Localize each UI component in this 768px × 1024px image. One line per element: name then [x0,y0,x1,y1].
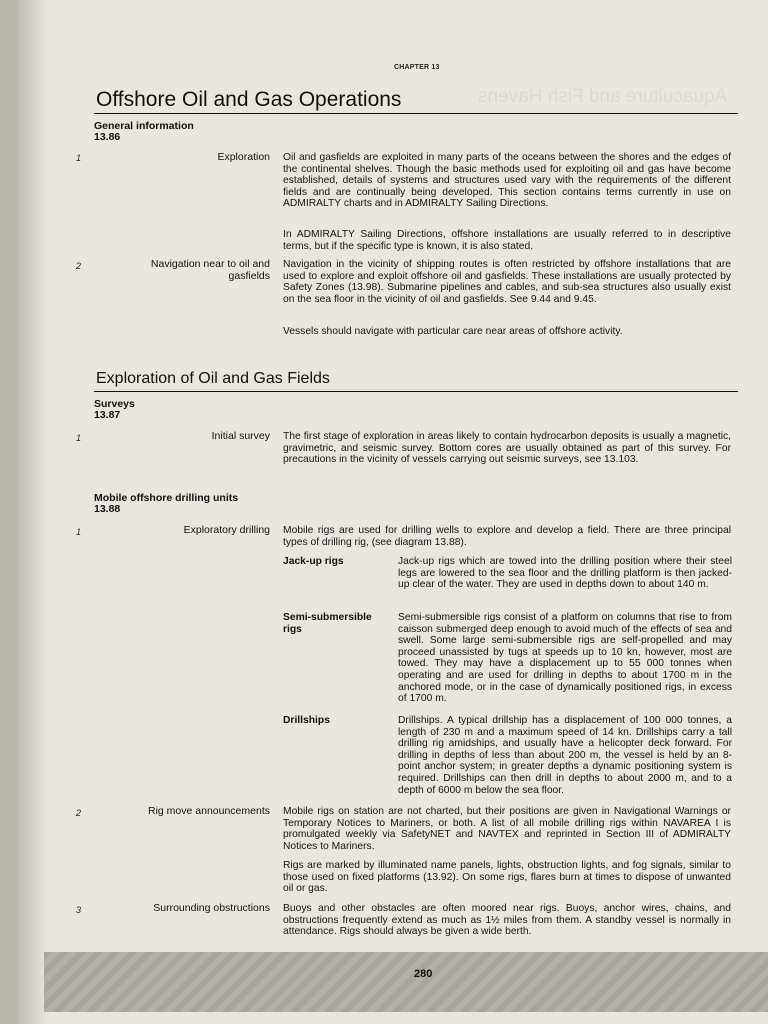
side-heading-initial-survey: Initial survey [211,430,270,442]
side-heading-rig-move: Rig move announcements [148,805,270,817]
paragraph-number: 2 [76,261,82,271]
definition-jack-up: Jack-up rigs which are towed into the drilling position where their steel legs are lowered to the sea floor and the drilling platform is then jacked-up clear of the water. They are used in depths down to about 140 m. [398,556,732,591]
paragraph-number: 1 [76,153,82,163]
paragraph-surrounding-obstructions: Buoys and other obstacles are often moored near rigs. Buoys, anchor wires, chains, and obstructions frequently extend as much as 1½ miles from them. A standby vessel is normally in attendance. Rigs should always be given a wide berth. [283,903,731,938]
chapter-label: CHAPTER 13 [394,64,440,71]
section-heading-general: General information 13.86 [94,120,194,143]
paragraph-number: 1 [76,527,82,537]
term-semi-submersible: Semi-submersible rigs [283,612,372,635]
title-rule [94,113,738,114]
document-page [18,0,768,1024]
paragraph-admiralty: In ADMIRALTY Sailing Directions, offshore installations are usually referred to in descriptive terms, but if the specific type is known, it is also stated. [283,229,731,252]
paragraph-vessels: Vessels should navigate with particular care near areas of offshore activity. [283,326,623,337]
section-heading-mobile: Mobile offshore drilling units 13.88 [94,492,239,515]
section-heading-surveys: Surveys 13.87 [94,398,135,421]
paragraph-rig-markings: Rigs are marked by illuminated name panels, lights, obstruction lights, and fog signals, similar to those used on fixed platforms (13.92). On some rigs, flares burn at times to dispose of unwanted oil or gas. [283,860,731,895]
section-rule [94,391,738,392]
term-drillships: Drillships [283,715,330,726]
side-heading-exploratory-drilling: Exploratory drilling [183,524,270,536]
paragraph-number: 3 [76,905,82,915]
paragraph-exploration: Oil and gasfields are exploited in many parts of the oceans between the shores and the edges of the continental shelves. Though the basic methods used for exploiting oil and gas have become established, details of systems and structures used vary with the requirements of the different fields and are continually being developed. This section contains terms currently in use on ADMIRALTY charts and in ADMIRALTY Sailing Directions. [283,152,731,210]
paragraph-exploratory-drilling: Mobile rigs are used for drilling wells to explore and develop a field. There are three principal types of drilling rig, (see diagram 13.88). [283,525,731,548]
side-heading-exploration: Exploration [217,151,270,163]
paragraph-navigation: Navigation in the vicinity of shipping routes is often restricted by offshore installations that are used to explore and exploit offshore oil and gasfields. These installations are usually protected by Safety Zones (13.98). Submarine pipelines and cables, and sub-sea structures also usually exist on the sea floor in the vicinity of oil and gasfields. See 9.44 and 9.45. [283,259,731,305]
side-heading-navigation: Navigation near to oil and gasfields [150,258,270,282]
section-title-exploration: Exploration of Oil and Gas Fields [96,370,330,387]
definition-semi-submersible: Semi-submersible rigs consist of a platform on columns that rise to from caisson submerged deep enough to avoid much of the effects of sea and swell. Some large semi-submersible rigs are self-propelled and may proceed unassisted by tugs at speeds up to 10 kn, however, most are towed. They may have a displacement up to 55 000 tonnes when operating and are used for drilling in depths to about 1700 m in the anchored mode, or in the case of dynamically positioned rigs, in excess of 1700 m. [398,612,732,705]
page-footer-band [44,952,768,1012]
paragraph-initial-survey: The first stage of exploration in areas likely to contain hydrocarbon deposits is usually a magnetic, gravimetric, and seismic survey. Bottom cores are usually obtained as part of this survey. For precautions in the vicinity of vessels carrying out seismic surveys, see 13.103. [283,431,731,466]
page-title: Offshore Oil and Gas Operations [96,88,402,111]
paragraph-number: 1 [76,433,82,443]
bleed-through-title: Aquaculture and Fish Havens [478,86,728,107]
paragraph-number: 2 [76,808,82,818]
paragraph-rig-move: Mobile rigs on station are not charted, but their positions are given in Navigational Warnings or Temporary Notices to Mariners, or both. A list of all mobile drilling rigs within NAVAREA I is promulgated weekly via SafetyNET and NAVTEX and reprinted in Section III of ADMIRALTY Notices to Mariners. [283,806,731,852]
page-number: 280 [414,968,433,980]
term-jack-up: Jack-up rigs [283,556,344,567]
definition-drillships: Drillships. A typical drillship has a displacement of 100 000 tonnes, a length of 230 m and a maximum speed of 14 kn. Drillships carry a tall drilling rig amidships, and usually have a helicopter deck forward. For drilling in depths of less than about 200 m, the vessel is held by an 8-point anchor system; in greater depths a dynamic positioning system is required. Drillships can then drill in depths to about 2000 m, and to a depth of 6000 m below the sea floor. [398,715,732,796]
side-heading-surrounding-obstructions: Surrounding obstructions [153,902,270,914]
